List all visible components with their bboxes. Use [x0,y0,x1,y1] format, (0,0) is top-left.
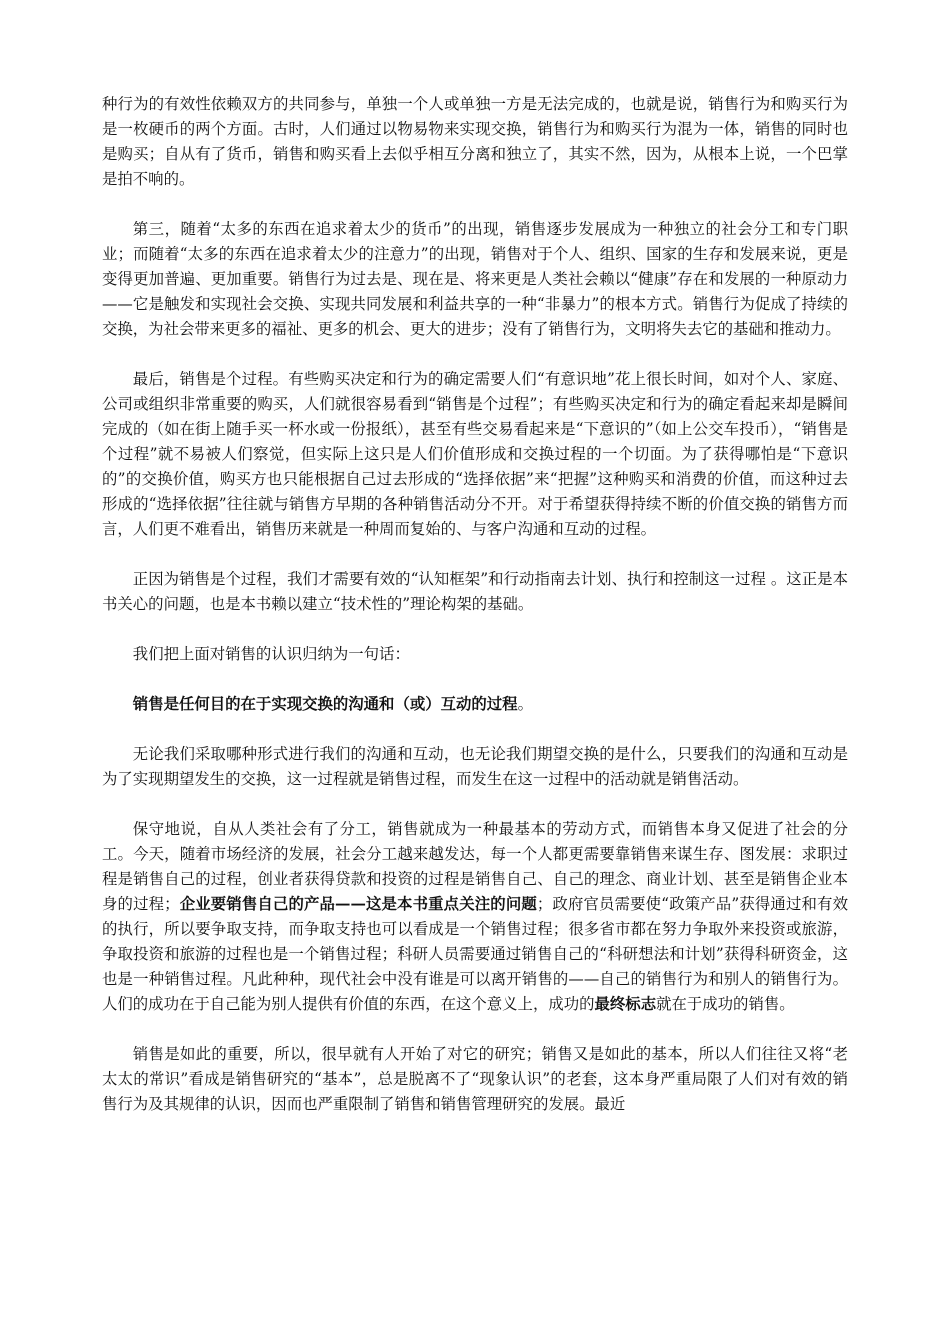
paragraph-5 [102,642,848,667]
paragraph-2 [102,217,848,342]
paragraph-7 [102,742,848,792]
paragraph-1-text: 种行为的有效性依赖双方的共同参与，单独一个人或单独一方是无法完成的，也就是说，销售行为和购买行为是一枚硬币的两个方面。古时，人们通过以物易物来实现交换，销售行为和购买行为混为一体，销售的同时也是购买；自从有了货币，销售和购买看上去似乎相互分离和独立了，其实不然，因为，从根本上说，一个巴掌是拍不响的。 [102,95,848,188]
definition-bold-text: 销售是任何目的在于实现交换的沟通和（或）互动的过程 [132,695,518,713]
paragraph-8-text-a: 保守地说，自从人类社会有了分工，销售就成为一种最基本的劳动方式，而销售本身又促进了社会的分工。今天，随着市场经济的发展，社会分工越来越发达，每一个人都更需要靠销售来谋生存、图发展：求职过程是销售自己的过程，创业者获得贷款和投资的过程是销售自己、自己的理念、商业计划、甚至是销售企业本身的过程； [102,820,848,913]
paragraph-3-text: 最后，销售是个过程。有些购买决定和行为的确定需要人们“有意识地”花上很长时间，如对个人、家庭、公司或组织非常重要的购买，人们就很容易看到“销售是个过程”；有些购买决定和行为的确定看起来却是瞬间完成的（如在街上随手买一杯水或一份报纸），甚至有些交易看起来是“下意识的”（如上公交车投币），“销售是个过程”就不易被人们察觉，但实际上这只是人们价值形成和交换过程的一个切面。为了获得哪怕是“下意识的”的交换价值，购买方也只能根据自己过去形成的“选择依据”来“把握”这种购买和消费的价值，而这种过去形成的“选择依据”往往就与销售方早期的各种销售活动分不开。对于希望获得持续不断的价值交换的销售方而言，人们更不难看出，销售历来就是一种周而复始的、与客户沟通和互动的过程。 [102,370,848,538]
paragraph-7-text: 无论我们采取哪种形式进行我们的沟通和互动，也无论我们期望交换的是什么，只要我们的沟通和互动是为了实现期望发生的交换，这一过程就是销售过程，而发生在这一过程中的活动就是销售活动。 [102,745,848,788]
paragraph-4 [102,567,848,617]
paragraph-8-bold-a: 企业要销售自己的产品——这是本书重点关注的问题 [179,895,537,913]
paragraph-9 [102,1042,848,1117]
paragraph-8-bold-b: 最终标志 [594,995,657,1013]
definition-period: 。 [517,695,533,713]
paragraph-3 [102,367,848,542]
paragraph-8 [102,817,848,1017]
definition-paragraph [102,692,848,717]
paragraph-9-text: 销售是如此的重要，所以，很早就有人开始了对它的研究；销售又是如此的基本，所以人们往往又将“老太太的常识”看成是销售研究的“基本”，总是脱离不了“现象认识”的老套，这本身严重局限了人们对有效的销售行为及其规律的认识，因而也严重限制了销售和销售管理研究的发展。最近 [102,1045,848,1113]
paragraph-1 [102,92,848,192]
paragraph-8-text-c: 就在于成功的销售。 [656,995,795,1013]
paragraph-4-text: 正因为销售是个过程，我们才需要有效的“认知框架”和行动指南去计划、执行和控制这一过程 。这正是本书关心的问题，也是本书赖以建立“技术性的”理论构架的基础。 [102,570,848,613]
paragraph-2-text: 第三，随着“太多的东西在追求着太少的货币”的出现，销售逐步发展成为一种独立的社会分工和专门职业；而随着“太多的东西在追求着太少的注意力”的出现，销售对于个人、组织、国家的生存和发展来说，更是变得更加普遍、更加重要。销售行为过去是、现在是、将来更是人类社会赖以“健康”存在和发展的一种原动力——它是触发和实现社会交换、实现共同发展和利益共享的一种“非暴力”的根本方式。销售行为促成了持续的交换，为社会带来更多的福祉、更多的机会、更大的进步；没有了销售行为，文明将失去它的基础和推动力。 [102,220,848,338]
paragraph-5-text: 我们把上面对销售的认识归纳为一句话： [132,645,410,663]
paragraph-8-text-b: ；政府官员需要使“政策产品”获得通过和有效的执行，所以要争取支持，而争取支持也可以看成是一个销售过程；很多省市都在努力争取外来投资或旅游，争取投资和旅游的过程也是一个销售过程；科研人员需要通过销售自己的“科研想法和计划”获得科研资金，这也是一种销售过程。凡此种种，现代社会中没有谁是可以离开销售的——自己的销售行为和别人的销售行为。人们的成功在于自己能为别人提供有价值的东西，在这个意义上，成功的 [102,895,848,1013]
